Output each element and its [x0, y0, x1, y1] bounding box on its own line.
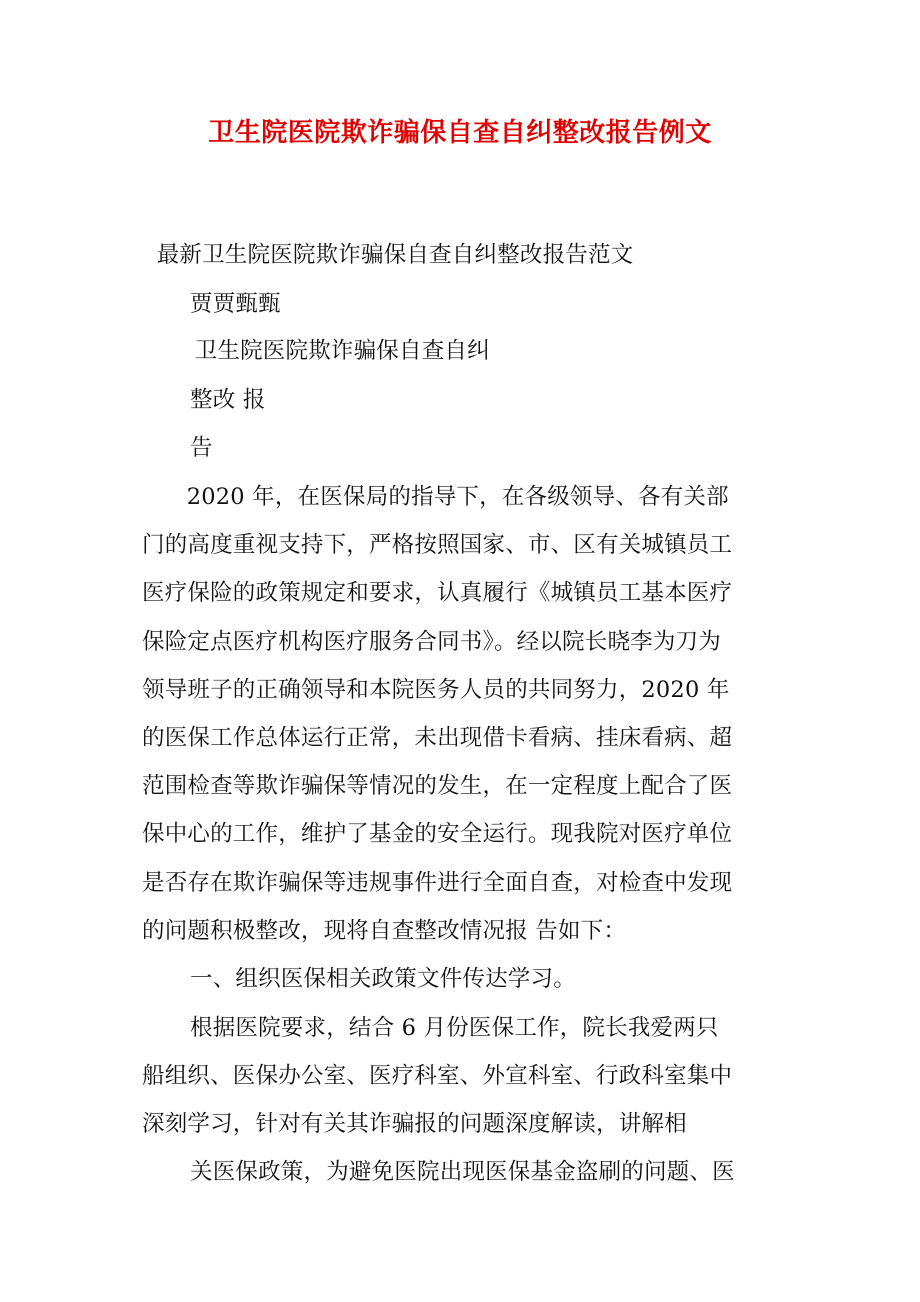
paragraph-line: 深刻学习，针对有关其诈骗报的问题深度解读，讲解相 [142, 1111, 687, 1137]
paragraph-line: 范围检查等欺诈骗保等情况的发生，在一定程度上配合了医 [142, 773, 733, 799]
document-title: 卫生院医院欺诈骗保自查自纠整改报告例文 [208, 118, 712, 148]
paragraph-line: 的问题积极整改，现将自查整改情况报 告如下： [142, 918, 627, 944]
paragraph-line: 医疗保险的政策规定和要求，认真履行《城镇员工基本医疗 [142, 580, 733, 606]
paragraph-line: 保险定点医疗机构医疗服务合同书》。经以院长晓李为刀为 [142, 629, 721, 655]
paragraph-line: 最新卫生院医院欺诈骗保自查自纠整改报告范文 [142, 242, 634, 268]
paragraph-line: 的医保工作总体运行正常，未出现借卡看病、挂床看病、超 [142, 725, 733, 751]
paragraph-line: 贾贾甄甄 [190, 291, 281, 317]
paragraph-line: 是否存在欺诈骗保等违规事件进行全面自查，对检查中发现 [142, 870, 733, 896]
paragraph-line: 保中心的工作，维护了基金的安全运行。现我院对医疗单位 [142, 821, 733, 847]
paragraph-line: 领导班子的正确领导和本院医务人员的共同努力，2020 年 [142, 677, 730, 703]
paragraph-line: 关医保政策，为避免医院出现医保基金盗刷的问题、医 [190, 1159, 735, 1185]
paragraph-line: 根据医院要求，结合 6 月份医保工作，院长我爱两只 [190, 1015, 719, 1041]
paragraph-line: 2020 年，在医保局的指导下，在各级领导、各有关部 [172, 484, 729, 510]
paragraph-line: 门的高度重视支持下，严格按照国家、市、区有关城镇员工 [142, 532, 733, 558]
paragraph-line: 告 [190, 435, 213, 461]
paragraph-line: 船组织、医保办公室、医疗科室、外宣科室、行政科室集中 [142, 1063, 733, 1089]
section-heading: 一、组织医保相关政策文件传达学习。 [190, 966, 576, 992]
paragraph-line: 整改 报 [190, 387, 266, 413]
paragraph-line: 卫生院医院欺诈骗保自查自纠 [180, 338, 490, 364]
